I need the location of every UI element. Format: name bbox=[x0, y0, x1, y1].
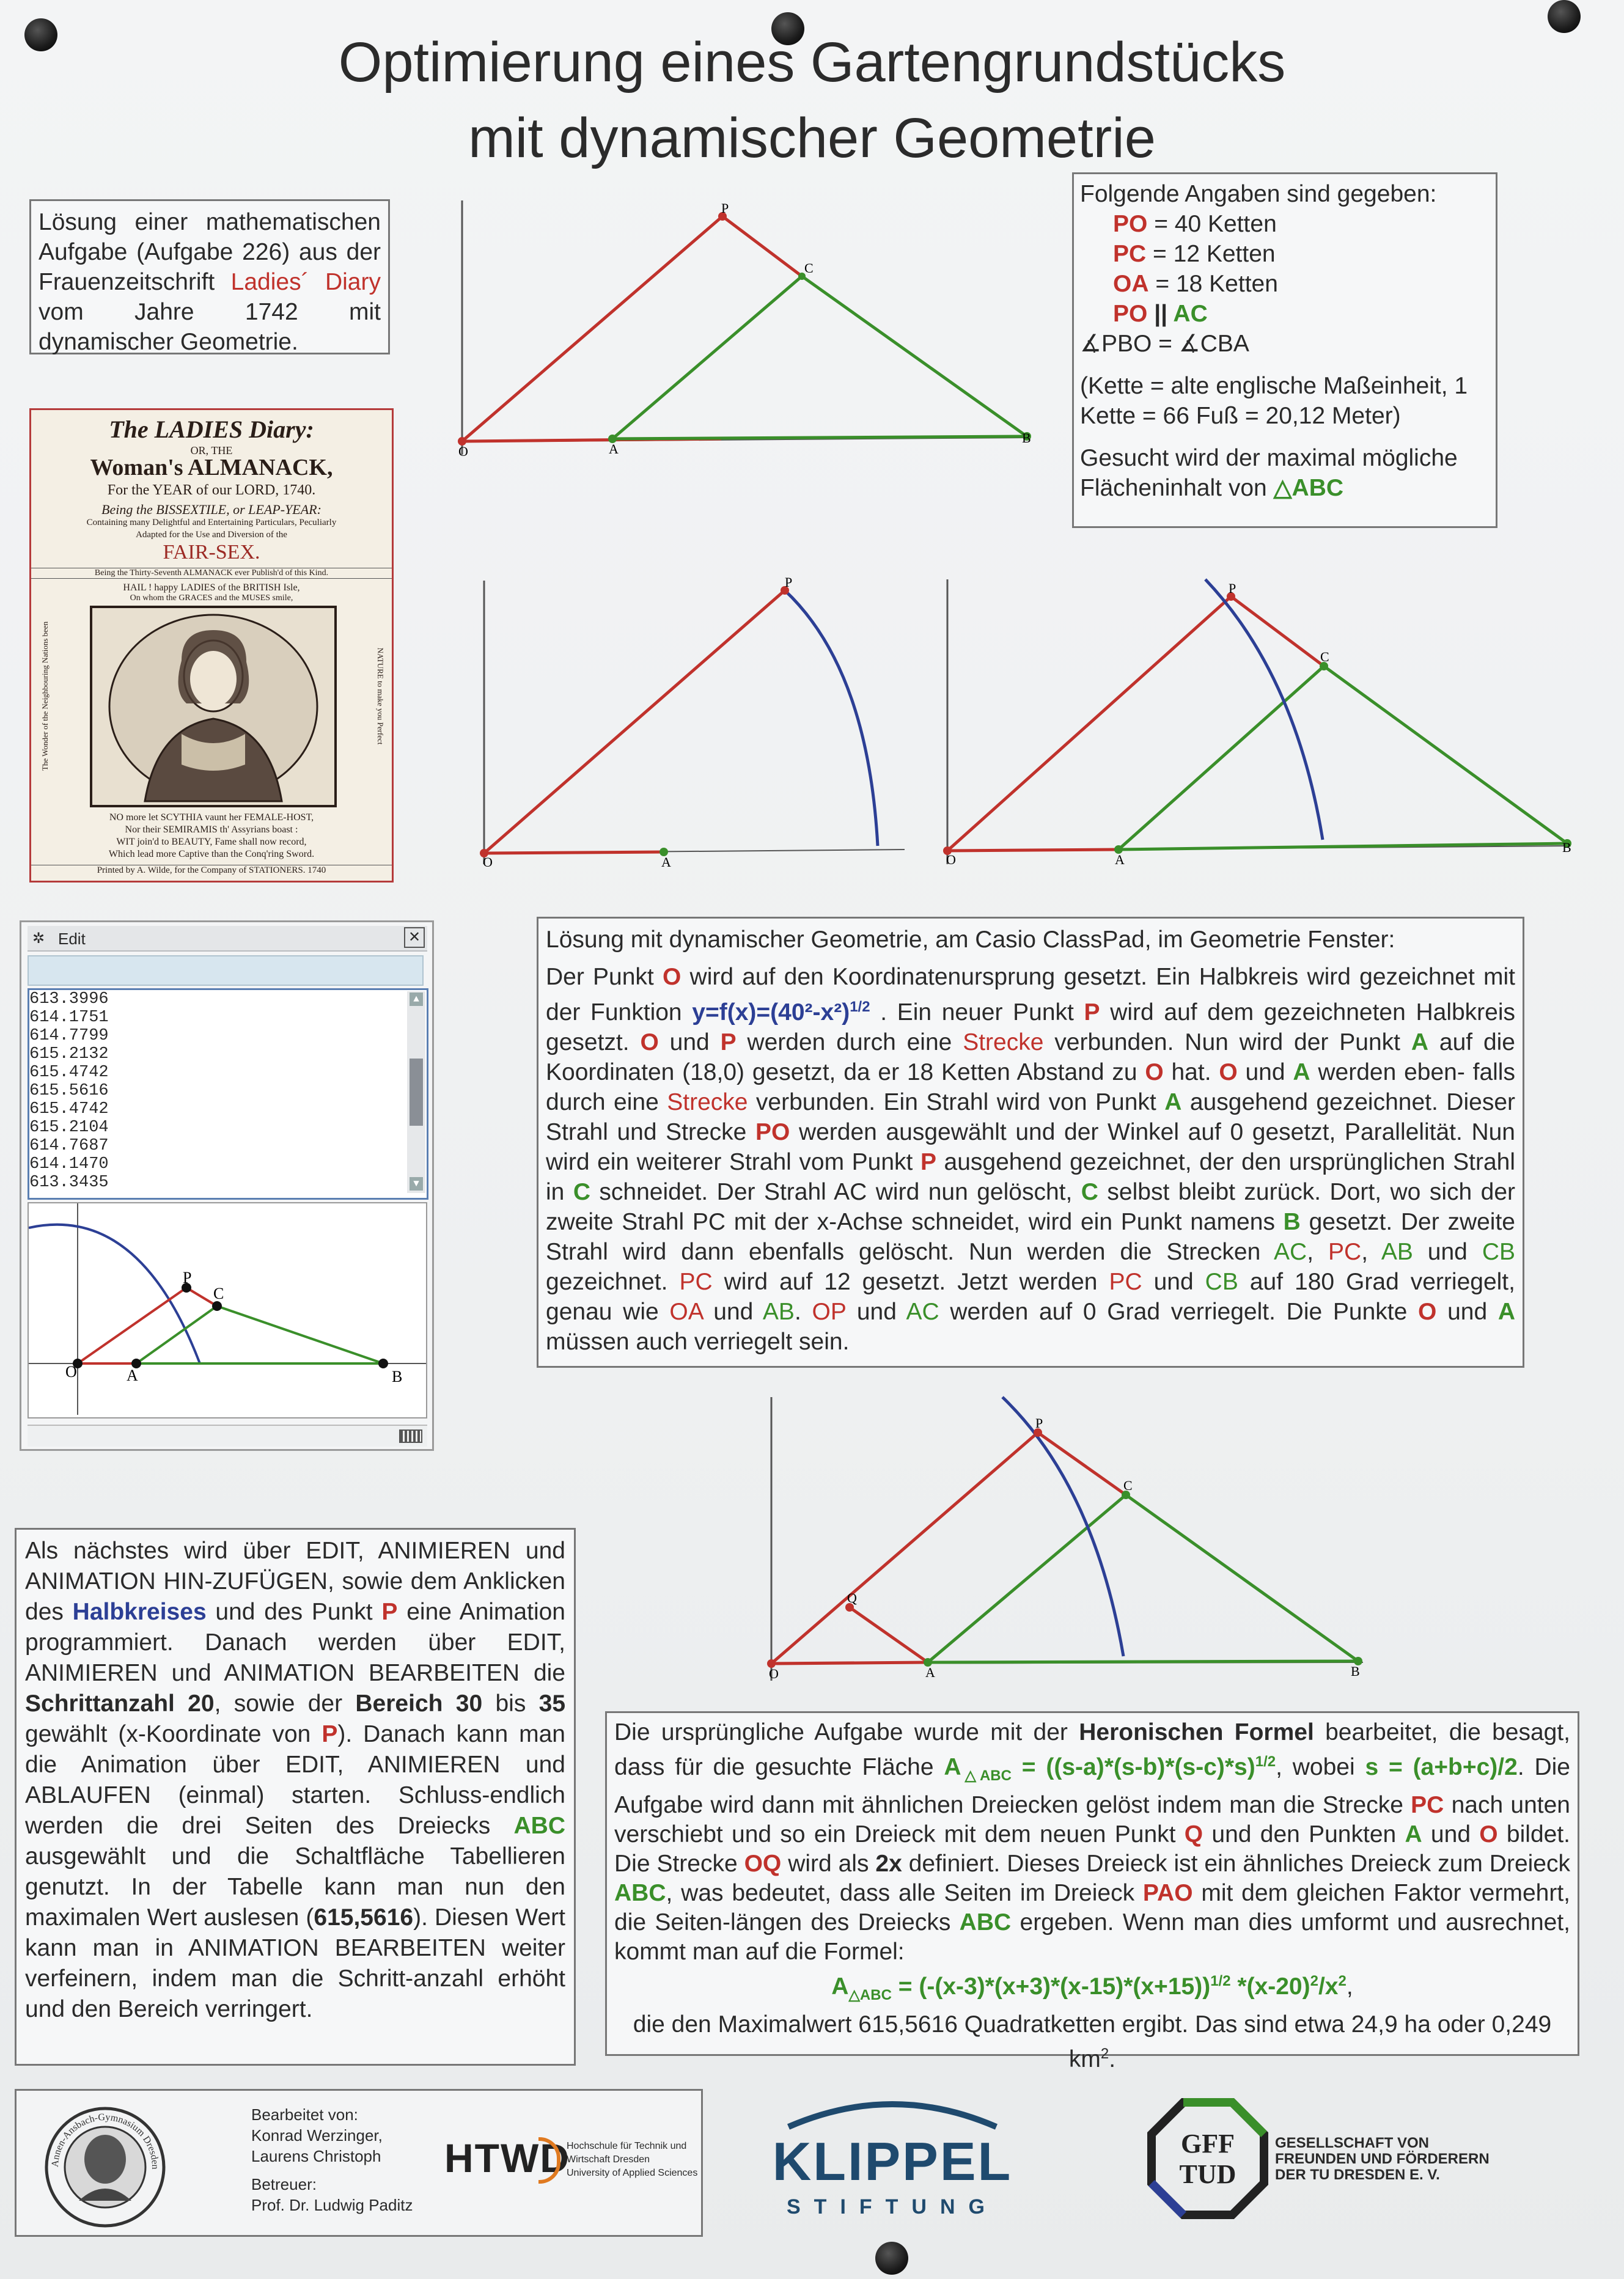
almanac-line: Which lead more Captive than the Conq'ring Sword. bbox=[108, 849, 315, 859]
list-item: 615.5616 bbox=[29, 1082, 109, 1100]
almanac-side-left: The Wonder of the Neighbouring Nations been bbox=[40, 621, 50, 771]
klippel-logo bbox=[764, 2094, 1021, 2228]
almanac-imprint: Printed by A. Wilde, for the Company of STATIONERS. 1740 bbox=[31, 865, 392, 876]
almanac-line: For the YEAR of our LORD, 1740. bbox=[107, 482, 316, 498]
casio-classpad-screen bbox=[20, 920, 434, 1451]
klippel-name: KLIPPEL bbox=[772, 2131, 1013, 2192]
scrollbar[interactable] bbox=[407, 991, 425, 1193]
scroll-down-icon[interactable]: ▼ bbox=[410, 1177, 423, 1191]
gff-tud-logo bbox=[1147, 2097, 1269, 2220]
casio-value-list[interactable] bbox=[28, 988, 428, 1200]
given-row: PO = 40 Ketten bbox=[1113, 211, 1277, 237]
close-icon[interactable]: ✕ bbox=[404, 927, 425, 948]
list-item: 615.4742 bbox=[29, 1063, 109, 1082]
casio-status-bar bbox=[28, 1425, 427, 1447]
given-heading: Folgende Angaben sind gegeben: bbox=[1080, 181, 1437, 207]
label-a: A bbox=[1115, 852, 1125, 867]
label-o: O bbox=[458, 444, 468, 459]
diagram-similar-triangles bbox=[764, 1393, 1369, 1687]
given-box bbox=[1072, 172, 1497, 528]
svg-text:Annen-Ansbach-Gymnasium Dresde: Annen-Ansbach-Gymnasium Dresden bbox=[50, 2112, 161, 2170]
gff-text: GESELLSCHAFT VON FREUNDEN UND FÖRDERERN DER TU DRESDEN E. V. bbox=[1275, 2135, 1490, 2183]
almanac-line: Adapted for the Use and Diversion of the bbox=[136, 530, 287, 540]
svg-text:GFF: GFF bbox=[1181, 2129, 1235, 2159]
credits-box bbox=[15, 2089, 703, 2237]
almanac-line: Being the BISSEXTILE, or LEAP-YEAR: bbox=[101, 502, 321, 517]
list-item: 614.1751 bbox=[29, 1008, 109, 1027]
label-o: O bbox=[65, 1363, 77, 1381]
diagram-triangle-arc bbox=[941, 577, 1579, 874]
label-p: P bbox=[1035, 1415, 1043, 1431]
list-item: 615.2132 bbox=[29, 1045, 109, 1063]
label-q: Q bbox=[847, 1590, 857, 1606]
almanac-line: Woman's ALMANACK, bbox=[90, 455, 333, 480]
label-a: A bbox=[925, 1665, 935, 1680]
list-item: 614.7687 bbox=[29, 1137, 109, 1155]
list-item: 615.4742 bbox=[29, 1100, 109, 1118]
intro-magazine: Ladies´ Diary bbox=[230, 269, 381, 295]
supervisor-label: Betreuer: bbox=[251, 2175, 317, 2193]
label-o: O bbox=[769, 1666, 779, 1681]
label-c: C bbox=[213, 1285, 224, 1302]
animation-box: Als nächstes wird über EDIT, ANIMIEREN und ANIMATION HIN-ZUFÜGEN, sowie dem Anklicken des Halbkreises und des Punkt P eine Animation programmiert. Danach werden über EDIT, ANIMIEREN und ANIMATION BEARBEITEN die Schrittanzahl 20, sowie der Bereich 30 bis 35 gewählt (x-Koordinate von P). Danach kann man die Animation über EDIT, ANIMIEREN und ABLAUFEN (einmal) starten. Schluss-endlich werden die drei Seiten des Dreiecks ABC ausgewählt und die Schaltfläche Tabellieren genutzt. In der Tabelle kann man nun den maximalen Wert auslesen (615,5616). Diesen Wert kann man in ANIMATION BEARBEITEN weiter verfeinern, indem man die Schritt-anzahl erhöht und den Bereich verringert. bbox=[15, 1528, 576, 2066]
almanac-line: The LADIES Diary: bbox=[109, 416, 314, 443]
method-heading: Lösung mit dynamischer Geometrie, am Casio ClassPad, im Geometrie Fenster: bbox=[546, 927, 1395, 953]
label-a: A bbox=[609, 441, 619, 457]
label-p: P bbox=[785, 577, 793, 590]
label-c: C bbox=[804, 260, 814, 276]
heron-final-formula: $A_{\triangle ABC} = (-(x-3)*(x+3)*(x-15)*(x+15))^{1/2}$ $*(x-20)^2/x^2$, bbox=[831, 1972, 1353, 2003]
label-b: B bbox=[1562, 840, 1571, 855]
diagram-initial-triangle bbox=[452, 194, 1039, 461]
given-sought: Gesucht wird der maximal mögliche Flächeninhalt von △ABC bbox=[1080, 445, 1458, 501]
pin-bottom bbox=[875, 2242, 908, 2275]
intro-text-2: vom Jahre 1742 mit dynamischer Geometrie. bbox=[39, 299, 381, 355]
label-o: O bbox=[483, 854, 493, 870]
label-b: B bbox=[1351, 1664, 1360, 1679]
almanac-line: OR, THE bbox=[190, 444, 233, 457]
label-p: P bbox=[183, 1269, 192, 1286]
almanac-line: WIT join'd to BEAUTY, Fame shall now record, bbox=[116, 837, 307, 847]
casio-entry-line[interactable] bbox=[28, 955, 424, 986]
almanac-line: On whom the GRACES and the MUSES smile, bbox=[130, 593, 293, 603]
list-item: 615.2104 bbox=[29, 1118, 109, 1137]
label-p: P bbox=[1229, 581, 1236, 596]
casio-menu-icon[interactable]: ✲ bbox=[32, 930, 45, 947]
label-p: P bbox=[721, 200, 729, 216]
htw-text: Hochschule für Technik und Wirtschaft Dresden University of Applied Sciences bbox=[567, 2141, 698, 2178]
klippel-sub: STIFTUNG bbox=[787, 2195, 998, 2218]
list-item: 613.3435 bbox=[29, 1173, 109, 1192]
list-item: 614.7799 bbox=[29, 1027, 109, 1045]
heron-result: die den Maximalwert 615,5616 Quadratketten ergibt. Das sind etwa 24,9 ha oder 0,249 $km^2$. bbox=[633, 2011, 1552, 2072]
given-row: OA = 18 Ketten bbox=[1113, 271, 1278, 297]
portrait-engraving bbox=[90, 606, 337, 807]
credits-name-1: Konrad Werzinger, bbox=[251, 2126, 383, 2145]
scroll-up-icon[interactable]: ▲ bbox=[410, 993, 423, 1006]
label-c: C bbox=[1123, 1478, 1133, 1493]
almanac-line: NO more let SCYTHIA vaunt her FEMALE-HOST, bbox=[109, 812, 314, 823]
casio-menu-bar bbox=[28, 926, 427, 952]
almanac-line: FAIR-SEX. bbox=[163, 541, 260, 563]
almanac-line: Containing many Delightful and Entertaining Particulars, Peculiarly bbox=[86, 518, 337, 527]
svg-text:TUD: TUD bbox=[1179, 2159, 1236, 2189]
casio-menu-edit[interactable]: Edit bbox=[58, 930, 86, 948]
method-box bbox=[537, 917, 1524, 1368]
label-c: C bbox=[1320, 649, 1329, 664]
credits-label: Bearbeitet von: bbox=[251, 2105, 358, 2124]
label-a: A bbox=[127, 1367, 138, 1384]
klippel-arc-icon bbox=[782, 2094, 1002, 2130]
almanac-line: Being the Thirty-Seventh ALMANACK ever Publish'd of this Kind. bbox=[31, 568, 392, 579]
label-b: B bbox=[392, 1368, 403, 1385]
intro-text: Lösung einer mathematischen Aufgabe (Aufgabe 226) aus der Frauenzeitschrift bbox=[39, 209, 381, 295]
label-o: O bbox=[946, 852, 956, 867]
title-line-2: mit dynamischer Geometrie bbox=[468, 107, 1156, 169]
label-a: A bbox=[661, 854, 671, 870]
given-angle: ∡PBO = ∡CBA bbox=[1080, 331, 1249, 357]
given-unit-note: (Kette = alte englische Maßeinheit, 1 Kette = 66 Fuß = 20,12 Meter) bbox=[1080, 373, 1468, 429]
given-parallel: PO || AC bbox=[1113, 301, 1208, 327]
title-line-1: Optimierung eines Gartengrundstücks bbox=[338, 31, 1286, 94]
battery-icon bbox=[399, 1429, 422, 1443]
casio-geometry-plot bbox=[28, 1202, 427, 1418]
given-row: PC = 12 Ketten bbox=[1113, 241, 1276, 267]
poster-title bbox=[0, 24, 1624, 176]
almanac-title-page bbox=[29, 408, 394, 883]
credits-name-2: Laurens Christoph bbox=[251, 2147, 381, 2165]
almanac-side-right: NATURE to make you Perfect bbox=[376, 647, 385, 745]
diagram-quarter-circle bbox=[477, 577, 911, 874]
almanac-line: HAIL ! happy LADIES of the BRITISH Isle, bbox=[123, 582, 300, 593]
intro-box bbox=[29, 199, 390, 354]
almanac-line: Nor their SEMIRAMIS th' Assyrians boast : bbox=[125, 824, 298, 835]
school-seal-logo bbox=[41, 2103, 169, 2231]
htw-logo: HTWD bbox=[444, 2135, 570, 2181]
method-text: Der Punkt O wird auf den Koordinatenursprung gesetzt. Ein Halbkreis wird gezeichnet mit der Funktion $y=f(x)=(40^2-x^2)^{1/2}$ . Ein neuer Punkt P wird auf dem gezeichneten Halbkreis gesetzt. O und P werden durch eine Strecke verbunden. Nun wird der Punkt A auf die Koordinaten (18,0) gesetzt, da er 18 Ketten Abstand zu O hat. O und A werden eben- falls durch eine Strecke verbunden. Ein Strahl wird von Punkt A ausgehend gezeichnet. Dieser Strahl und Strecke PO werden ausgewählt und der Winkel auf 0 gesetzt, Parallelität. Nun wird ein weiterer Strahl vom Punkt P ausgehend gezeichnet, der den ursprünglichen Strahl in C schneidet. Der Strahl AC wird nun gelöscht, C selbst bleibt zurück. Dort, wo sich der zweite Strahl PC mit der x-Achse schneidet, wird ein Punkt namens B gesetzt. Der zweite Strahl wird dann ebenfalls gelöscht. Nun werden die Strecken AC, PC, AB und CB gezeichnet. PC wird auf 12 gesetzt. Jetzt werden PC und CB auf 180 Grad verriegelt, genau wie OA und AB. OP und AC werden auf 0 Grad verriegelt. Die Punkte O und A müssen auch verriegelt sein. bbox=[546, 964, 1516, 1355]
supervisor-name: Prof. Dr. Ludwig Paditz bbox=[251, 2196, 413, 2214]
list-item: 613.3996 bbox=[29, 990, 109, 1008]
label-b: B bbox=[1022, 430, 1031, 446]
list-item: 614.1470 bbox=[29, 1155, 109, 1173]
scroll-thumb[interactable] bbox=[410, 1059, 423, 1126]
heron-box: Die ursprüngliche Aufgabe wurde mit der Heronischen Formel bearbeitet, die besagt, dass für die gesuchte Fläche $A_{\triangle ABC} = ((s-a)*(s-b)*(s-c)*s)^{1/2}$, wobei s = (a+b+c)/2. Die Aufgabe wird dann mit ähnlichen Dreiecken gelöst indem man die Strecke PC nach unten verschiebt und so ein Dreieck mit dem neuen Punkt Q und den Punkten A und O bildet. Die Strecke OQ wird als 2x definiert. Dieses Dreieck ist ein ähnliches Dreieck zum Dreieck ABC, was bedeutet, dass alle Seiten im Dreieck PAO mit dem gleichen Faktor vermehrt, die Seiten-längen des Dreiecks ABC ergeben. Wenn man dies umformt und ausrechnet, kommt man auf die Formel: $A_{\triangle ABC} = (-(x-3)*(x+3)*(x-15)*(x+15))^{1/2}$ $*(x-20)^2/x^2$, die den Maximalwert 615,5616 Quadratketten ergibt. Das sind etwa 24,9 ha oder 0,249 $km^2$. bbox=[605, 1711, 1579, 2056]
